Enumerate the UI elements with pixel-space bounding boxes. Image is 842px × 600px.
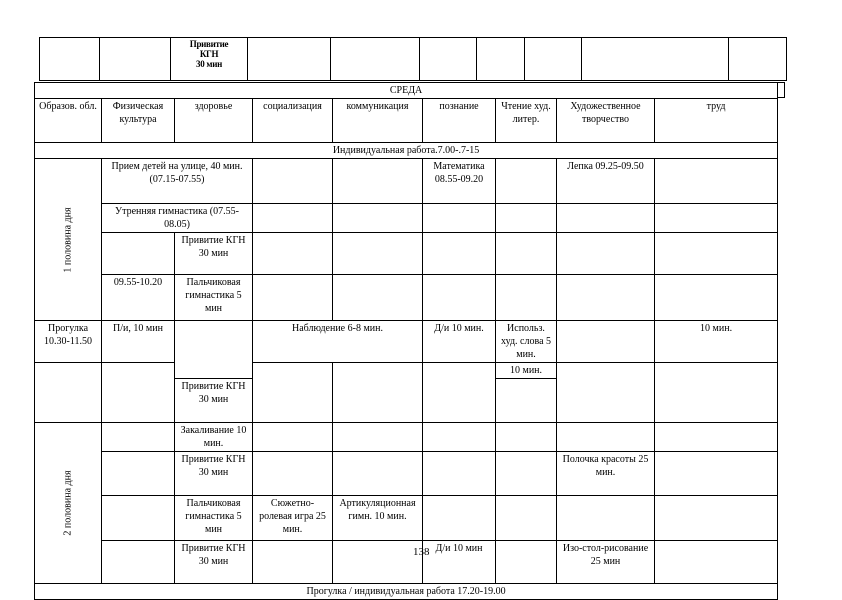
math-cell: Математика 08.55-09.20 (423, 159, 496, 204)
empty-cell (253, 363, 333, 423)
empty-cell (102, 363, 175, 423)
di-cell: Д/и 10 мин. (423, 321, 496, 363)
empty-cell (253, 541, 333, 584)
empty-cell (102, 496, 175, 541)
empty-cell (655, 275, 778, 321)
empty-cell (557, 233, 655, 275)
empty-cell (333, 363, 423, 423)
empty-cell (496, 423, 557, 452)
empty-cell (333, 159, 423, 204)
empty-cell (423, 363, 496, 423)
empty-cell (496, 496, 557, 541)
fragment-line: КГН (199, 49, 219, 59)
empty-cell (655, 423, 778, 452)
use-word-cell: Использ. худ. слова 5 мин. (496, 321, 557, 363)
empty-cell (253, 204, 333, 233)
hardening-cell: Закаливание 10 мин. (175, 423, 253, 452)
empty-cell (333, 204, 423, 233)
role-game-cell: Сюжетно-ролевая игра 25 мин. (253, 496, 333, 541)
time-cell: 09.55-10.20 (102, 275, 175, 321)
header-cell: Чтение худ. литер. (496, 99, 557, 143)
empty-cell (557, 321, 655, 363)
empty-cell (557, 275, 655, 321)
second-half-text: 2 половина дня (62, 470, 74, 536)
empty-cell (102, 541, 175, 584)
fragment-cell (477, 38, 525, 81)
di-cell: Д/и 10 мин (423, 541, 496, 584)
fragment-cell (248, 38, 331, 81)
empty-cell (253, 423, 333, 452)
observation-cell: Наблюдение 6-8 мин. (253, 321, 423, 363)
kgn-cell: Привитие КГН 30 мин (175, 452, 253, 496)
header-cell: здоровье (175, 99, 253, 143)
empty-cell (655, 233, 778, 275)
empty-cell (496, 452, 557, 496)
evening-row: Прогулка / индивидуальная работа 17.20-19.00 (35, 584, 778, 600)
header-cell: познание (423, 99, 496, 143)
fragment-kgn-cell (171, 38, 248, 81)
empty-cell (175, 321, 253, 379)
second-half-label (35, 423, 102, 584)
header-cell: социализация (253, 99, 333, 143)
empty-cell (333, 541, 423, 584)
empty-cell (496, 379, 557, 423)
izo-cell: Изо-стол-рисование 25 мин (557, 541, 655, 584)
header-cell: Художественное творчество (557, 99, 655, 143)
fragment-cell (582, 38, 729, 81)
empty-cell (655, 541, 778, 584)
trud-cell: 10 мин. (655, 321, 778, 363)
empty-cell (496, 541, 557, 584)
individual-work-row: Индивидуальная работа.7.00-.7-15 (35, 143, 778, 159)
empty-cell (35, 363, 102, 423)
empty-cell (655, 159, 778, 204)
pi-cell: П/и, 10 мин (102, 321, 175, 363)
kgn-cell: Привитие КГН 30 мин (175, 379, 253, 423)
empty-cell (423, 452, 496, 496)
kgn-cell: Привитие КГН 30 мин (175, 541, 253, 584)
empty-cell (253, 159, 333, 204)
articulation-cell: Артикуляционная гимн. 10 мин. (333, 496, 423, 541)
empty-cell (102, 233, 175, 275)
header-cell: Образов. обл. (35, 99, 102, 143)
empty-cell (423, 233, 496, 275)
day-header: СРЕДА (35, 83, 778, 99)
kgn-cell: Привитие КГН 30 мин (175, 233, 253, 275)
finger-gym-cell: Пальчиковая гимнастика 5 мин (175, 496, 253, 541)
empty-cell (496, 233, 557, 275)
fragment-cell (420, 38, 477, 81)
empty-cell (557, 423, 655, 452)
header-cell: Физическая культура (102, 99, 175, 143)
empty-cell (655, 452, 778, 496)
empty-cell (496, 159, 557, 204)
fragment-cell (40, 38, 100, 81)
empty-cell (655, 363, 778, 423)
empty-cell (557, 363, 655, 423)
fragment-cell (729, 38, 787, 81)
schedule-table (34, 82, 778, 600)
header-cell: коммуникация (333, 99, 423, 143)
reading-cell: 10 мин. (496, 363, 557, 379)
gymnastics-cell: Утренняя гимнастика (07.55-08.05) (102, 204, 253, 233)
header-cell: труд (655, 99, 778, 143)
empty-cell (655, 204, 778, 233)
finger-gym-cell: Пальчиковая гимнастика 5 мин (175, 275, 253, 321)
fragment-cell (331, 38, 420, 81)
fragment-line: Привитие (189, 39, 229, 49)
empty-cell (333, 452, 423, 496)
empty-cell (333, 233, 423, 275)
first-half-label (35, 159, 102, 321)
empty-cell (423, 204, 496, 233)
empty-cell (423, 275, 496, 321)
empty-cell (253, 233, 333, 275)
empty-cell (253, 452, 333, 496)
lepka-cell: Лепка 09.25-09.50 (557, 159, 655, 204)
walk-cell: Прогулка 10.30-11.50 (35, 321, 102, 363)
shelf-cell: Полочка красоты 25 мин. (557, 452, 655, 496)
first-half-text: 1 половина дня (62, 206, 74, 273)
empty-cell (333, 423, 423, 452)
empty-cell (333, 275, 423, 321)
reception-cell: Прием детей на улице, 40 мин. (07.15-07.55) (102, 159, 253, 204)
empty-cell (423, 496, 496, 541)
empty-cell (423, 423, 496, 452)
previous-table-fragment (39, 37, 787, 81)
empty-cell (102, 423, 175, 452)
empty-cell (102, 452, 175, 496)
fragment-cell (525, 38, 582, 81)
fragment-cell (100, 38, 171, 81)
empty-cell (253, 275, 333, 321)
empty-cell (655, 496, 778, 541)
empty-cell (496, 275, 557, 321)
empty-cell (557, 496, 655, 541)
empty-cell (496, 204, 557, 233)
table-edge-marker (778, 82, 785, 98)
fragment-line: 30 мин (196, 59, 222, 69)
empty-cell (557, 204, 655, 233)
page-number: 138 (413, 546, 430, 558)
